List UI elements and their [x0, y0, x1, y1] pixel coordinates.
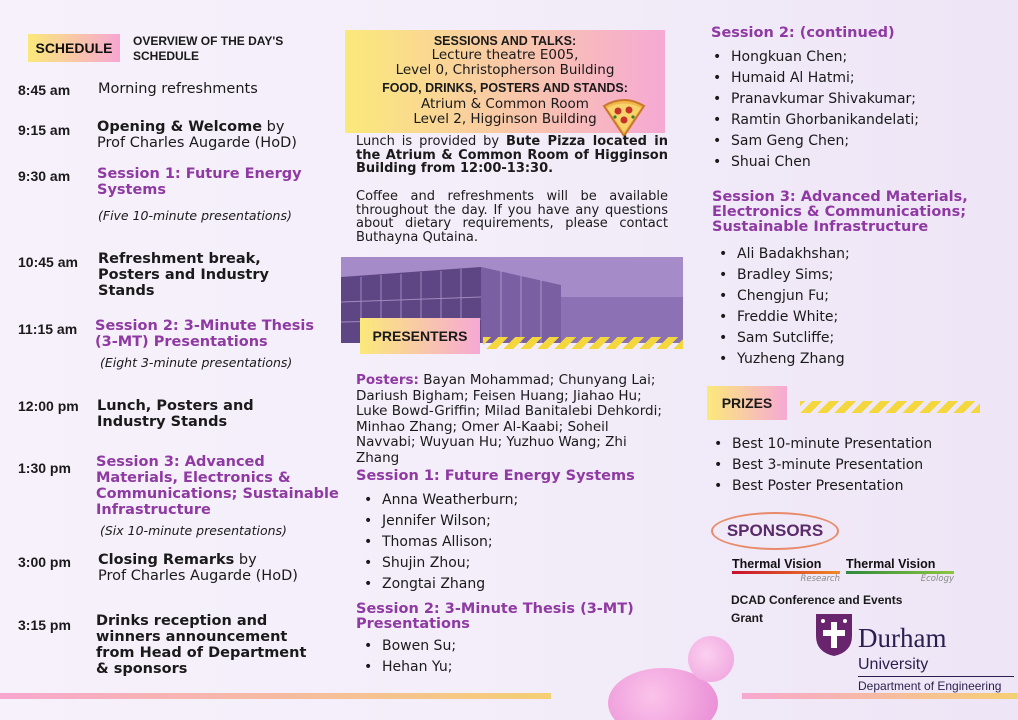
list-item: • Best 3-minute Presentation	[710, 455, 932, 476]
event-session3: Session 3: Advanced Materials, Electronics & Communications; Sustainable Infrastructure	[96, 454, 339, 518]
list-item: • Ali Badakhshan;	[715, 244, 850, 265]
sessions-line1: Lecture theatre E005,	[431, 47, 579, 63]
session2-continued-heading: Session 2: (continued)	[711, 25, 895, 41]
event-by: by	[238, 552, 257, 568]
list-item: • Ramtin Ghorbanikandelati;	[709, 110, 919, 131]
list-item: • Pranavkumar Shivakumar;	[709, 89, 919, 110]
dcad-grant: DCAD Conference and Events Grant	[731, 593, 903, 625]
time-1045: 10:45 am	[18, 254, 78, 270]
thermal-vision-ecology-logo	[846, 557, 954, 584]
time-0915: 9:15 am	[18, 122, 71, 138]
logo-sub: Research	[800, 574, 840, 584]
prizes-tag: PRIZES	[707, 386, 787, 420]
coffee-paragraph: Coffee and refreshments will be available throughout the day. If you have any questions about dietary requirements, please contact Buthayna Qutaina.	[356, 189, 668, 245]
list-item: • Chengjun Fu;	[715, 286, 850, 307]
event-closing-remarks	[98, 552, 318, 584]
lunch-prefix: Lunch is provided by	[356, 134, 500, 149]
list-item: • Shuai Chen	[709, 152, 919, 173]
list-item: • Shujin Zhou;	[360, 553, 518, 574]
event-session1-note: (Five 10-minute presentations)	[98, 208, 292, 223]
hatch-decoration	[800, 401, 980, 413]
time-0845: 8:45 am	[18, 82, 71, 98]
session3-heading: Session 3: Advanced Materials, Electronics & Communications; Sustainable Infrastructure	[712, 189, 968, 235]
presenters-tag: PRESENTERS	[360, 318, 480, 354]
time-1330: 1:30 pm	[18, 460, 71, 476]
session2-list-part2	[709, 47, 919, 173]
list-item: • Thomas Allison;	[360, 532, 518, 553]
lunch-paragraph	[356, 135, 668, 176]
list-item: • Humaid Al Hatmi;	[709, 68, 919, 89]
list-item: • Zongtai Zhang	[360, 574, 518, 595]
university-wordmark: University	[858, 656, 929, 673]
time-0930: 9:30 am	[18, 168, 71, 184]
event-speaker: Prof Charles Augarde (HoD)	[98, 568, 298, 584]
list-item: • Hehan Yu;	[360, 657, 456, 678]
overview-heading: OVERVIEW OF THE DAY'S SCHEDULE	[133, 34, 284, 63]
department-label: Department of Engineering	[858, 676, 1014, 693]
event-title: Closing Remarks	[98, 552, 235, 568]
logo-name: Thermal Vision	[846, 557, 936, 571]
sessions-line2: Level 0, Christopherson Building	[395, 62, 615, 78]
session2-heading: Session 2: 3-Minute Thesis (3-MT) Presentations	[356, 601, 634, 632]
list-item: • Bradley Sims;	[715, 265, 850, 286]
list-item: • Jennifer Wilson;	[360, 511, 518, 532]
time-1200: 12:00 pm	[18, 398, 79, 414]
durham-shield-icon	[814, 612, 854, 658]
event-session2: Session 2: 3-Minute Thesis (3-MT) Presentations	[95, 318, 315, 350]
posters-names: Bayan Mohammad; Chunyang Lai; Dariush Bigham; Feisen Huang; Jiahao Hu; Luke Bowd-Griffin; Milad Banitalebi Dehkordi; Minhao Zhang; Omer Al-Kaabi; Soheil Navvabi; Wuyuan Hu; Yuzhuo Wang; Zhi Zhang	[356, 372, 662, 466]
list-item: • Freddie White;	[715, 307, 850, 328]
event-morning-refreshments: Morning refreshments	[98, 81, 258, 97]
list-item: • Best 10-minute Presentation	[710, 434, 932, 455]
time-1500: 3:00 pm	[18, 554, 71, 570]
time-1115: 11:15 am	[18, 321, 78, 337]
thermal-vision-research-logo	[732, 557, 840, 584]
hatch-decoration	[483, 337, 683, 349]
prizes-list	[710, 434, 932, 497]
list-item: • Sam Sutcliffe;	[715, 328, 850, 349]
session1-list	[360, 490, 518, 595]
session3-list	[715, 244, 850, 370]
food-line2: Level 2, Higginson Building	[413, 111, 597, 127]
list-item: • Anna Weatherburn;	[360, 490, 518, 511]
sessions-heading: SESSIONS AND TALKS:	[433, 34, 577, 48]
food-heading: FOOD, DRINKS, POSTERS AND STANDS:	[382, 81, 628, 95]
decorative-blob-small	[688, 636, 734, 682]
list-item: • Hongkuan Chen;	[709, 47, 919, 68]
sponsors-tag: SPONSORS	[711, 512, 839, 550]
event-opening-welcome	[97, 119, 327, 151]
event-drinks-reception: Drinks reception and winners announcement from Head of Department & sponsors	[96, 613, 307, 677]
time-1515: 3:15 pm	[18, 617, 71, 633]
session2-list-part1	[360, 636, 456, 678]
list-item: • Best Poster Presentation	[710, 476, 932, 497]
event-session1: Session 1: Future Energy Systems	[97, 166, 302, 198]
posters-label: Posters:	[356, 372, 419, 388]
event-lunch: Lunch, Posters and Industry Stands	[97, 398, 254, 430]
logo-name: Thermal Vision	[732, 557, 822, 571]
event-speaker: Prof Charles Augarde (HoD)	[97, 135, 297, 151]
footer-bar-right	[742, 693, 1018, 699]
posters-paragraph	[356, 373, 668, 466]
food-line1: Atrium & Common Room	[421, 96, 589, 112]
list-item: • Bowen Su;	[360, 636, 456, 657]
schedule-tag: SCHEDULE	[28, 34, 120, 62]
event-by: by	[266, 119, 285, 135]
footer-bar-left	[0, 693, 551, 699]
pizza-icon	[600, 96, 648, 138]
list-item: • Yuzheng Zhang	[715, 349, 850, 370]
event-title: Opening & Welcome	[97, 119, 263, 135]
event-refreshment-break: Refreshment break, Posters and Industry Stands	[98, 251, 269, 299]
lunch-details: Bute Pizza located in the Atrium & Common Room of Higginson Building from 12:00-13:30.	[356, 134, 668, 176]
list-item: • Sam Geng Chen;	[709, 131, 919, 152]
session1-heading: Session 1: Future Energy Systems	[356, 468, 635, 484]
event-session3-note: (Six 10-minute presentations)	[100, 523, 287, 538]
logo-sub: Ecology	[920, 574, 954, 584]
durham-wordmark: Durham	[858, 623, 947, 653]
event-session2-note: (Eight 3-minute presentations)	[100, 355, 293, 370]
